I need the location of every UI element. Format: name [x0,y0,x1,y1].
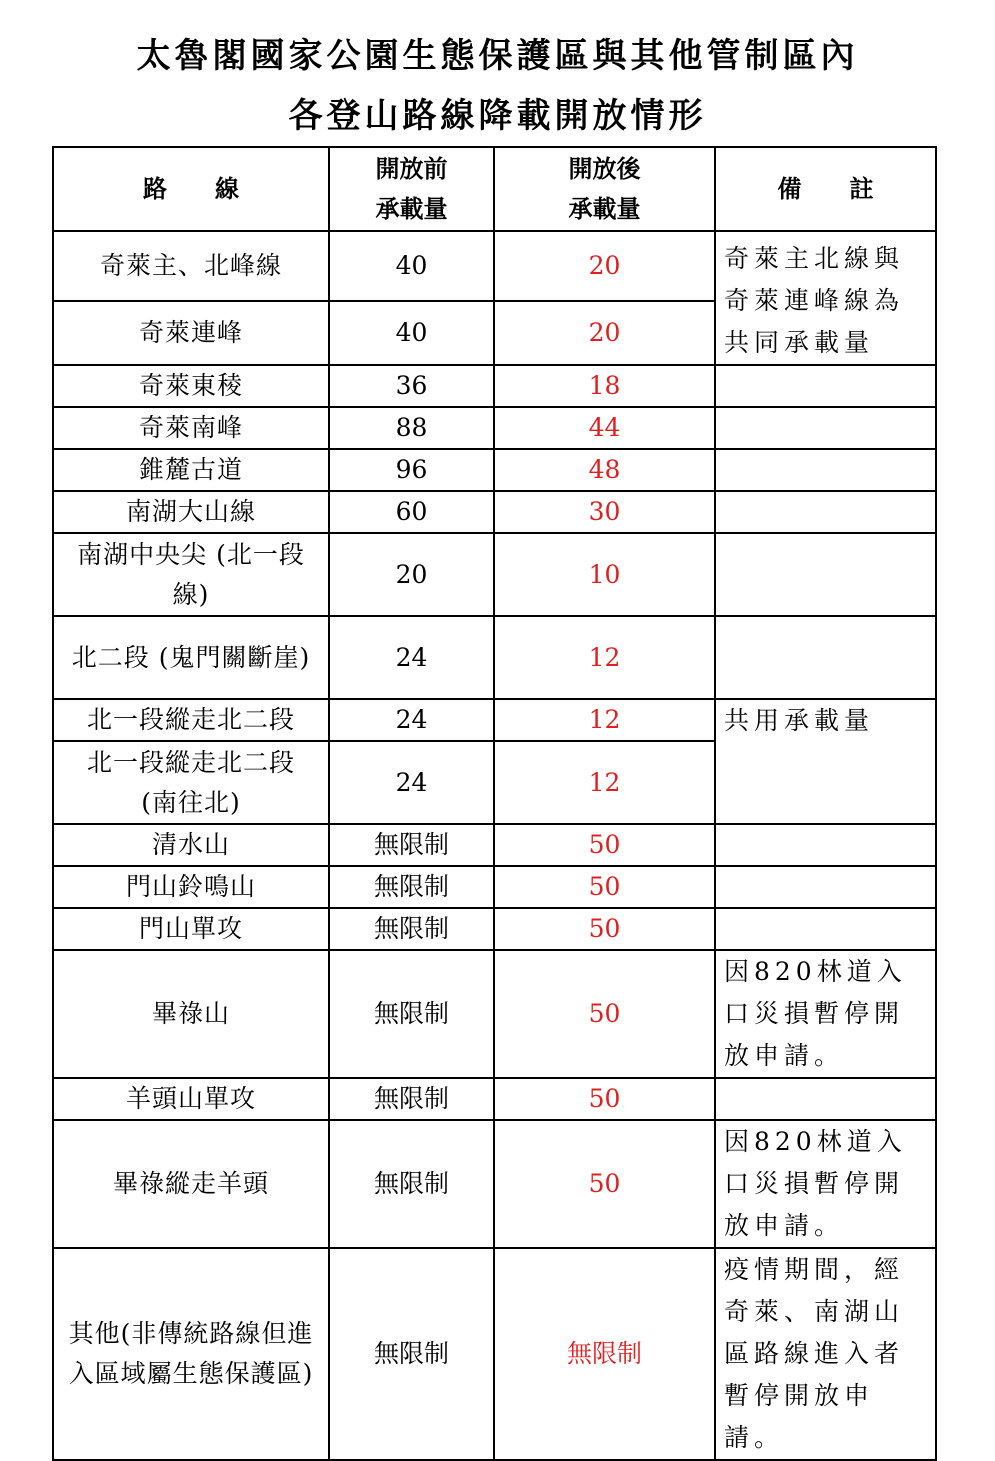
table-row [53,1120,936,1248]
table-row [53,533,936,616]
route-cell: 畢祿縱走羊頭 [53,1120,329,1248]
header-note: 備 註 [715,147,936,231]
table-row [53,231,936,301]
after-cell: 12 [494,699,715,741]
before-cell: 無限制 [329,1120,494,1248]
header-before [329,147,494,231]
page-title-line1: 太魯閣國家公園生態保護區與其他管制區內 [136,36,859,76]
after-cell: 10 [494,533,715,616]
route-cell: 奇萊連峰 [53,301,329,365]
before-cell: 40 [329,301,494,365]
note-cell [715,365,936,407]
after-cell: 50 [494,950,715,1078]
before-cell: 96 [329,449,494,491]
note-cell [715,616,936,699]
note-cell [715,866,936,908]
after-cell: 44 [494,407,715,449]
before-cell: 無限制 [329,1078,494,1120]
note-cell: 共用承載量 [715,699,936,824]
header-route: 路 線 [53,147,329,231]
after-cell: 48 [494,449,715,491]
table-row [53,491,936,533]
route-cell: 羊頭山單攻 [53,1078,329,1120]
before-cell: 無限制 [329,866,494,908]
table-row [53,616,936,699]
table-row [53,908,936,950]
note-cell [715,449,936,491]
route-cell: 奇萊東稜 [53,365,329,407]
page-title-line2: 各登山路線降載開放情形 [288,96,707,136]
route-cell: 門山鈴鳴山 [53,866,329,908]
route-cell: 北二段 (鬼門關斷崖) [53,616,329,699]
before-cell: 無限制 [329,824,494,866]
before-cell: 36 [329,365,494,407]
route-cell: 北一段縱走北二段 (南往北) [53,741,329,824]
note-cell: 因820林道入口災損暫停開放申請。 [715,1120,936,1248]
route-cell: 門山單攻 [53,908,329,950]
after-cell: 50 [494,1120,715,1248]
after-cell: 20 [494,301,715,365]
route-capacity-table [52,146,937,1461]
route-cell: 奇萊主、北峰線 [53,231,329,301]
after-cell: 20 [494,231,715,301]
before-cell: 24 [329,616,494,699]
before-cell: 無限制 [329,950,494,1078]
before-cell: 無限制 [329,1248,494,1460]
route-cell: 南湖大山線 [53,491,329,533]
table-row [53,407,936,449]
after-cell: 12 [494,616,715,699]
note-cell: 奇萊主北線與奇萊連峰線為共同承載量 [715,231,936,365]
after-cell: 30 [494,491,715,533]
table-row [53,866,936,908]
note-cell [715,407,936,449]
before-cell: 24 [329,741,494,824]
table-row [53,824,936,866]
header-before-text: 開放前 承載量 [375,155,448,223]
route-cell: 畢祿山 [53,950,329,1078]
note-cell [715,908,936,950]
table-row [53,699,936,741]
after-cell: 無限制 [494,1248,715,1460]
after-cell: 50 [494,908,715,950]
route-cell: 其他(非傳統路線但進入區域屬生態保護區) [53,1248,329,1460]
table-row [53,365,936,407]
before-cell: 60 [329,491,494,533]
route-cell: 奇萊南峰 [53,407,329,449]
note-cell: 因820林道入口災損暫停開放申請。 [715,950,936,1078]
table-header-row [53,147,936,231]
route-cell: 錐麓古道 [53,449,329,491]
note-cell [715,824,936,866]
after-cell: 50 [494,1078,715,1120]
route-cell: 清水山 [53,824,329,866]
table-row [53,449,936,491]
header-after [494,147,715,231]
after-cell: 12 [494,741,715,824]
note-cell [715,1078,936,1120]
after-cell: 18 [494,365,715,407]
before-cell: 88 [329,407,494,449]
after-cell: 50 [494,824,715,866]
before-cell: 40 [329,231,494,301]
table-row [53,1248,936,1460]
note-cell [715,491,936,533]
table-row [53,1078,936,1120]
before-cell: 20 [329,533,494,616]
note-cell [715,533,936,616]
after-cell: 50 [494,866,715,908]
header-after-text: 開放後 承載量 [568,155,641,223]
before-cell: 24 [329,699,494,741]
before-cell: 無限制 [329,908,494,950]
route-cell: 南湖中央尖 (北一段線) [53,533,329,616]
note-cell: 疫情期間，經奇萊、南湖山區路線進入者暫停開放申請。 [715,1248,936,1460]
route-cell: 北一段縱走北二段 [53,699,329,741]
table-row [53,950,936,1078]
